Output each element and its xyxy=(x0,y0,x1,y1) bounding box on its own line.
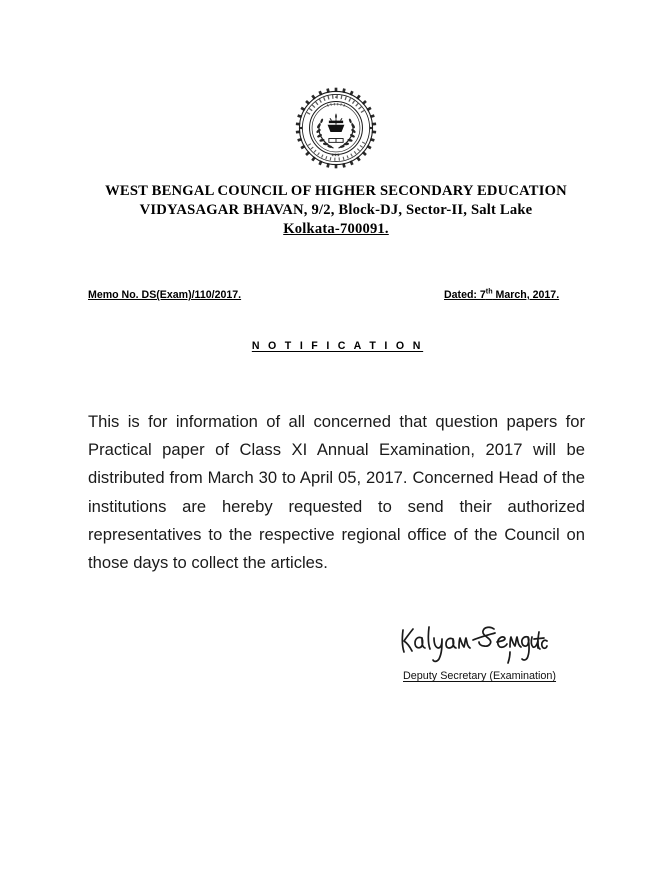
notification-heading: N O T I F I C A T I O N xyxy=(251,340,424,352)
letterhead-line-address: VIDYASAGAR BHAVAN, 9/2, Block-DJ, Sector-II, Salt Lake xyxy=(139,202,533,218)
body-paragraph: This is for information of all concerned that question papers for Practical paper of Class XI Annual Examination, 2017 will be distributed from March 30 to April 05, 2017. Concerned Head of the institutions are hereby requested to send their authorized representatives to the respective regional office of the Council on those days to collect the articles. xyxy=(88,412,585,573)
memo-date-superscript: th xyxy=(485,286,493,296)
signature-block xyxy=(390,618,580,682)
signatory-designation: Deputy Secretary (Examination) xyxy=(403,670,557,682)
handwritten-signature xyxy=(398,618,548,666)
notification-body xyxy=(88,408,585,577)
letterhead-emblem-container xyxy=(0,86,672,175)
notification-heading-container xyxy=(0,336,672,354)
memo-header-row xyxy=(88,286,584,305)
memo-number: Memo No. DS(Exam)/110/2017. xyxy=(88,289,242,301)
letterhead-line-city: Kolkata-700091. xyxy=(283,221,389,237)
council-seal-icon xyxy=(294,86,378,170)
letterhead-address xyxy=(0,182,672,239)
memo-date-suffix: March, 2017. xyxy=(492,289,560,301)
memo-date xyxy=(444,286,560,301)
letterhead-line-council-name: WEST BENGAL COUNCIL OF HIGHER SECONDARY EDUCATION xyxy=(105,183,567,199)
memo-date-prefix: Dated: 7 xyxy=(444,289,486,301)
